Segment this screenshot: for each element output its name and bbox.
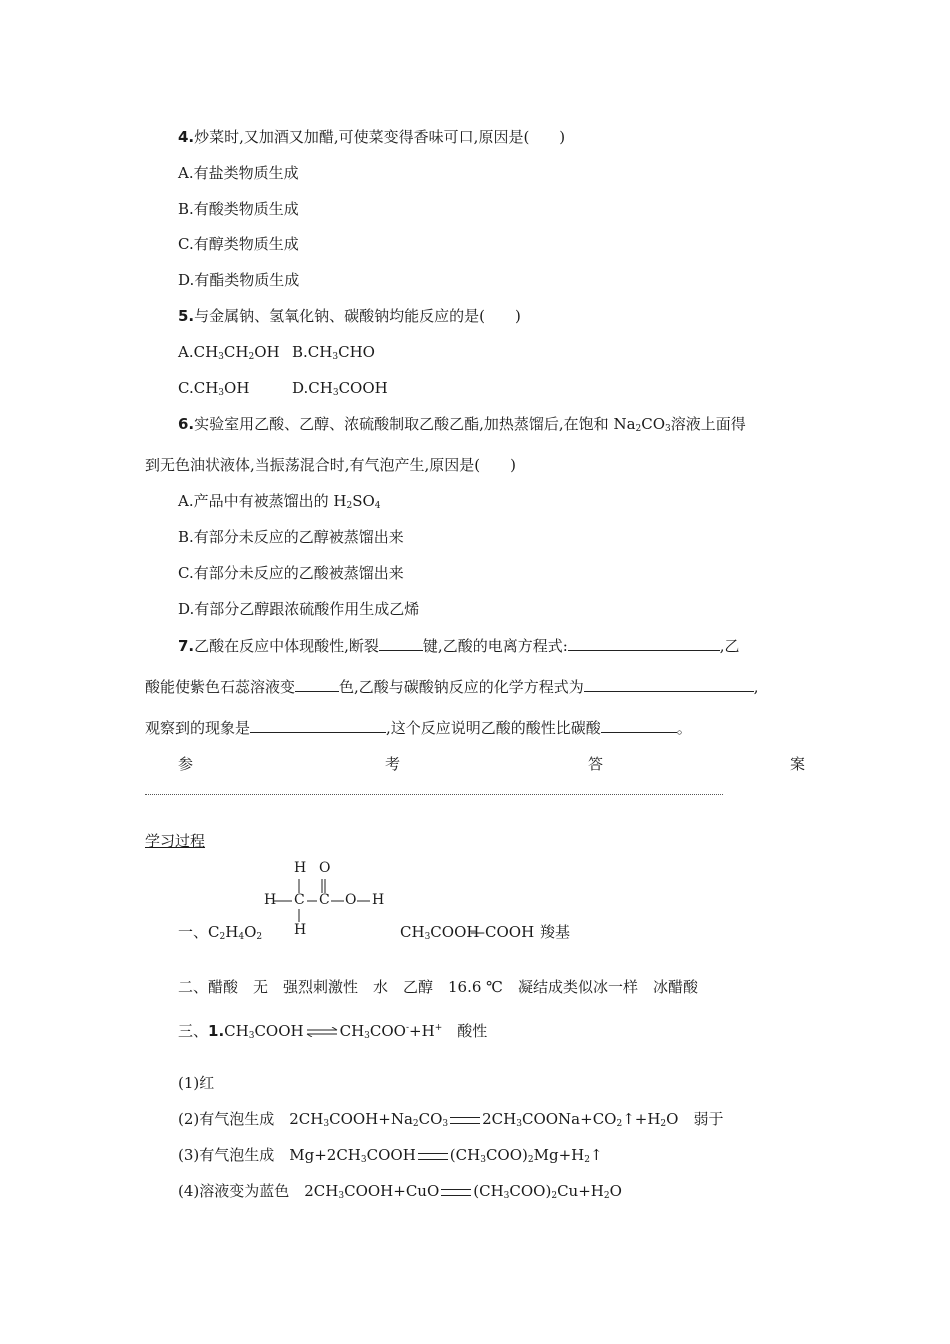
section-title: 学习过程	[145, 832, 206, 850]
q6-stem-line2: 到无色油状液体,当振荡混合时,有气泡产生,原因是( )	[145, 456, 517, 474]
answer-1-group: —COOH	[470, 923, 535, 941]
q6-stem-part1: 实验室用乙酸、乙醇、浓硫酸制取乙酸乙酯,加热蒸馏后,在饱和 Na	[194, 415, 636, 433]
reversible-arrow-icon	[305, 1027, 339, 1037]
answer-3-number: 1.	[208, 1022, 225, 1040]
q7-line2	[145, 677, 759, 697]
answer-1-ch3: CH	[400, 923, 425, 941]
q7-line3	[145, 718, 692, 738]
answer-header-char-1: 参	[178, 755, 194, 773]
q7-blank-equation[interactable]	[584, 677, 754, 692]
q5-option-b: $B.CH_3CHO$	[292, 343, 375, 362]
answer-item-2-label: (2)有气泡生成	[178, 1110, 275, 1128]
q7-text-1: 乙酸在反应中体现酸性,断裂	[194, 637, 379, 655]
answer-header-char-2: 考	[385, 755, 401, 773]
answer-item-4: (4)溶液变为蓝色 $2CH_3COOH+CuO$ $(CH_3COO)_2Cu+H_2O$	[178, 1182, 622, 1201]
equals-sign-icon	[450, 1117, 480, 1124]
q7-text-8: ,这个反应说明乙酸的酸性比碳酸	[386, 719, 601, 737]
answer-1-prefix: 一、	[178, 923, 209, 941]
q4-stem-line	[178, 127, 565, 147]
q7-text-3: ,乙	[719, 637, 740, 655]
q4-stem: 炒菜时,又加酒又加醋,可使菜变得香味可口,原因是( )	[194, 128, 566, 146]
q5-stem-line	[178, 306, 521, 326]
q7-text-4: 酸能使紫色石蕊溶液变	[145, 678, 296, 696]
q7-blank-ionization[interactable]	[568, 636, 720, 651]
q4-number: 4.	[178, 128, 195, 146]
q6-stem-line1: 6.实验室用乙酸、乙醇、浓硫酸制取乙酸乙酯,加热蒸馏后,在饱和 $Na_2CO_3$溶液上面得	[178, 415, 746, 434]
q7-blank-bond[interactable]	[379, 636, 423, 651]
answer-1-molecular-formula: C	[208, 923, 220, 941]
dotted-divider	[145, 794, 723, 795]
answer-header-char-4: 案	[790, 755, 806, 773]
q6-number: 6.	[178, 415, 195, 433]
q4-option-d: D.有酯类物质生成	[178, 271, 300, 289]
answer-3-prefix: 三、	[178, 1022, 209, 1040]
answer-item-4-label: (4)溶液变为蓝色	[178, 1182, 290, 1200]
answer-1-structural-simplified: $CH_3COOH$	[400, 923, 480, 942]
q7-number: 7.	[178, 637, 195, 655]
answer-1-cooh: COOH	[430, 923, 480, 941]
q5-number: 5.	[178, 307, 195, 325]
answer-item-3-label: (3)有气泡生成	[178, 1146, 275, 1164]
q6-stem-part2: CO	[641, 415, 666, 433]
q7-text-2: 键,乙酸的电离方程式:	[422, 637, 568, 655]
q4-option-c: C.有醇类物质生成	[178, 235, 299, 253]
q7-line1	[178, 636, 740, 656]
q7-text-9: 。	[676, 719, 692, 737]
q6-option-c: C.有部分未反应的乙酸被蒸馏出来	[178, 564, 404, 582]
q5-stem: 与金属钠、氢氧化钠、碳酸钠均能反应的是( )	[194, 307, 521, 325]
answer-1-group-name: 羧基	[540, 923, 571, 941]
answer-3-acidity: 酸性	[457, 1022, 488, 1040]
q5-option-d: $D.CH_3COOH$	[292, 379, 388, 398]
answer-1-formula: 一、$C_2H_4O_2$	[178, 923, 263, 942]
q7-blank-phenomenon[interactable]	[250, 718, 386, 733]
q6-option-d: D.有部分乙醇跟浓硫酸作用生成乙烯	[178, 600, 420, 618]
q4-option-b: B.有酸类物质生成	[178, 200, 299, 218]
answer-item-2-tail: 弱于	[693, 1110, 724, 1128]
q7-text-5: 色,乙酸与碳酸钠反应的化学方程式为	[339, 678, 584, 696]
q7-text-7: 观察到的现象是	[145, 719, 251, 737]
q7-text-6: ,	[753, 678, 759, 696]
equals-sign-icon	[418, 1153, 448, 1160]
answer-item-3: (3)有气泡生成 $Mg+2CH_3COOH$ $(CH_3COO)_2Mg+H_2↑$	[178, 1146, 603, 1165]
answer-item-2: (2)有气泡生成 $2CH_3COOH+Na_2CO_3$ $2CH_3COONa+CO_2↑+H_2O$ 弱于	[178, 1110, 724, 1129]
answer-2: 二、醋酸 无 强烈刺激性 水 乙醇 16.6 ℃ 凝结成类似冰一样 冰醋酸	[178, 978, 698, 996]
answer-header-char-3: 答	[588, 755, 604, 773]
q5-option-a: $A.CH_3CH_2OH$	[178, 343, 280, 362]
q4-option-a: A.有盐类物质生成	[178, 164, 299, 182]
q6-option-a: A.产品中有被蒸馏出的 $H_2SO_4$	[178, 492, 381, 511]
equals-sign-icon	[441, 1189, 471, 1196]
q6-stem-part3: 溶液上面得	[670, 415, 746, 433]
q6-option-a-text: A.产品中有被蒸馏出的 H	[178, 492, 347, 510]
acetic-acid-structural-formula: H O H C C O H H	[262, 860, 392, 940]
answer-3-ionization: 三、$1.CH_3COOH$ $CH_3COO^-+H^+$ 酸性	[178, 1022, 488, 1041]
answer-item-1: (1)红	[178, 1074, 215, 1092]
q7-blank-acidity[interactable]	[601, 718, 677, 733]
q7-blank-color[interactable]	[295, 677, 339, 692]
q6-option-b: B.有部分未反应的乙醇被蒸馏出来	[178, 528, 404, 546]
q5-option-c: $C.CH_3OH$	[178, 379, 250, 398]
